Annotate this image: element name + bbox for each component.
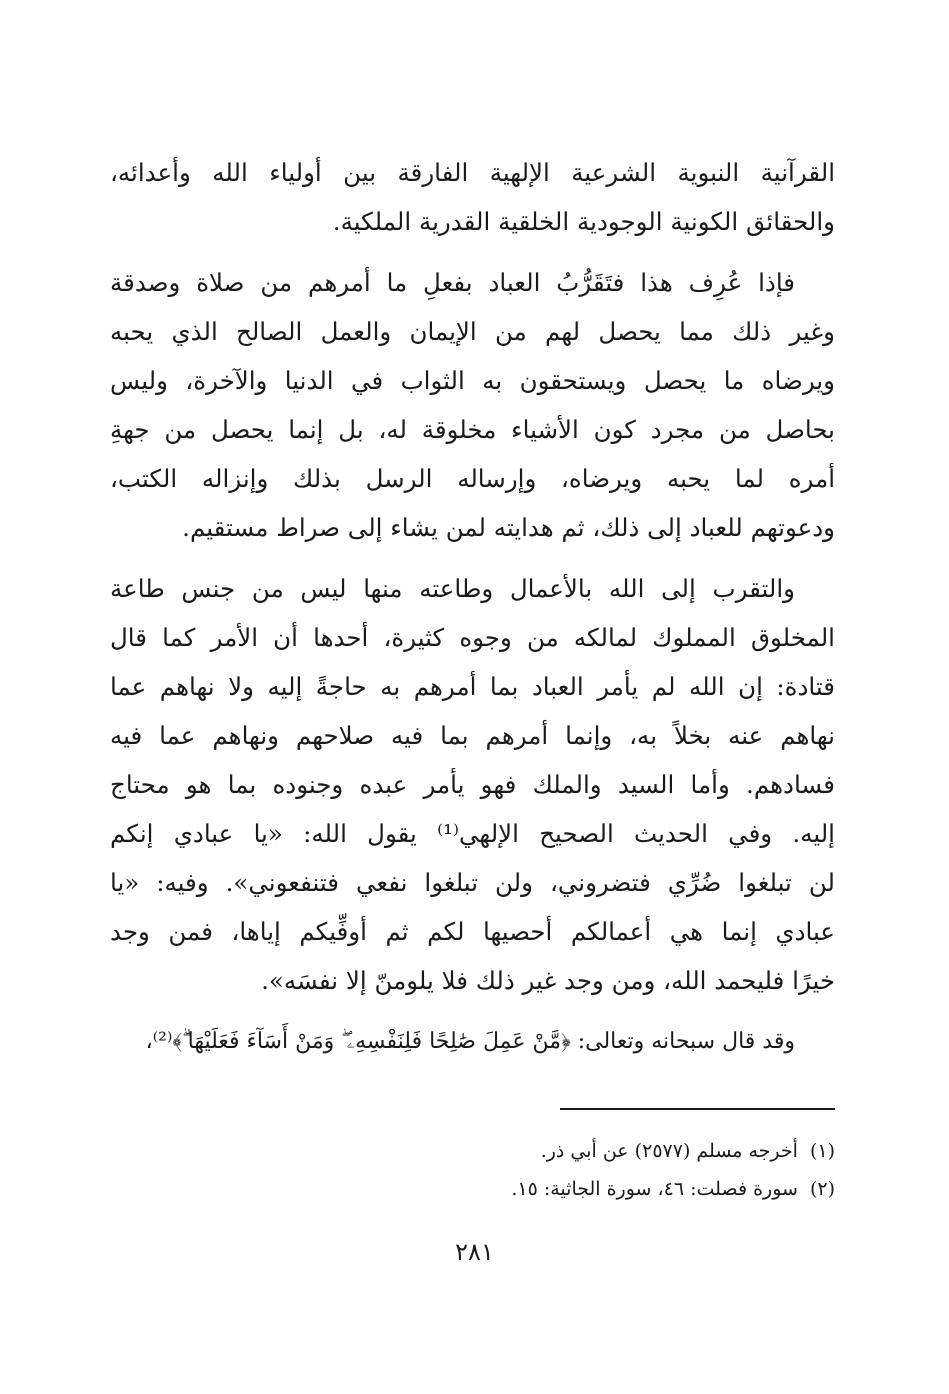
text-line: إليه. وفي الحديث الصحيح الإلهي⁽¹⁾ يقول الله: «يا عبادي إنكم: [110, 819, 835, 848]
footnote-text: سورة فصلت: ٤٦، سورة الجاثية: ١٥.: [511, 1178, 798, 1200]
text-line: المخلوق المملوك لمالكه من وجوه كثيرة، أحدها أن الأمر كما قال: [110, 623, 835, 652]
text-line: بحاصل من مجرد كون الأشياء مخلوقة له، بل إنما يحصل من جهةِ: [110, 415, 835, 444]
footnote-1: [541, 1138, 835, 1164]
text-line: ودعوتهم للعباد إلى ذلك، ثم هدايته لمن يشاء إلى صراط مستقيم.: [182, 513, 835, 542]
page-number: ٢٨١: [455, 1238, 494, 1266]
text-line: قتادة: إن الله لم يأمر العباد بما أمرهم به حاجةً إليه ولا نهاهم عما: [110, 672, 835, 701]
footnote-number: (٢): [809, 1178, 835, 1200]
text-line: القرآنية النبوية الشرعية الإلهية الفارقة بين أولياء الله وأعدائه،: [110, 158, 835, 187]
text-line: أمره لما يحبه ويرضاه، وإرساله الرسل بذلك وإنزاله الكتب،: [110, 464, 835, 493]
main-text: [110, 148, 835, 1066]
text-line: عبادي إنما هي أعمالكم أحصيها لكم ثم أوفِّيكم إياها، فمن وجد: [110, 917, 835, 946]
text-line: وغير ذلك مما يحصل لهم من الإيمان والعمل الصالح الذي يحبه: [110, 317, 835, 346]
footnote-number: (١): [809, 1140, 835, 1162]
paragraph-3: [110, 564, 835, 1005]
footnote-text: أخرجه مسلم (٢٥٧٧) عن أبي ذر.: [540, 1140, 798, 1162]
text-line: ويرضاه ما يحصل ويستحقون به الثواب في الدنيا والآخرة، وليس: [110, 366, 835, 395]
text-line: والتقرب إلى الله بالأعمال وطاعته منها ليس من جنس طاعة: [110, 574, 795, 603]
paragraph-4: [110, 1017, 835, 1066]
text-line: لن تبلغوا ضُرِّي فتضروني، ولن تبلغوا نفعي فتنفعوني». وفيه: «يا: [110, 868, 835, 897]
paragraph-1: [110, 148, 835, 246]
text-line: والحقائق الكونية الوجودية الخلقية القدرية الملكية.: [332, 207, 835, 236]
text-line: فسادهم. وأما السيد والملك فهو يأمر عبده وجنوده بما هو محتاج: [110, 770, 835, 799]
paragraph-2: [110, 258, 835, 552]
text-line: خيرًا فليحمد الله، ومن وجد غير ذلك فلا يلومنّ إلا نفسَه».: [261, 966, 835, 995]
footnote-separator: [560, 1108, 835, 1110]
footnote-2: [511, 1176, 835, 1202]
text-line: وقد قال سبحانه وتعالى: ﴿مَّنْ عَمِلَ صَٰلِحًا فَلِنَفْسِهِۦ ۖ وَمَنْ أَسَآءَ فَعَلَيْهَا ۗ﴾⁽²⁾،: [145, 1029, 795, 1054]
text-line: نهاهم عنه بخلاً به، وإنما أمرهم بما فيه صلاحهم ونهاهم عما فيه: [110, 721, 835, 750]
text-line: فإذا عُرِف هذا فتَقَرُّبُ العباد بفعلِ ما أمرهم من صلاة وصدقة: [110, 268, 795, 297]
